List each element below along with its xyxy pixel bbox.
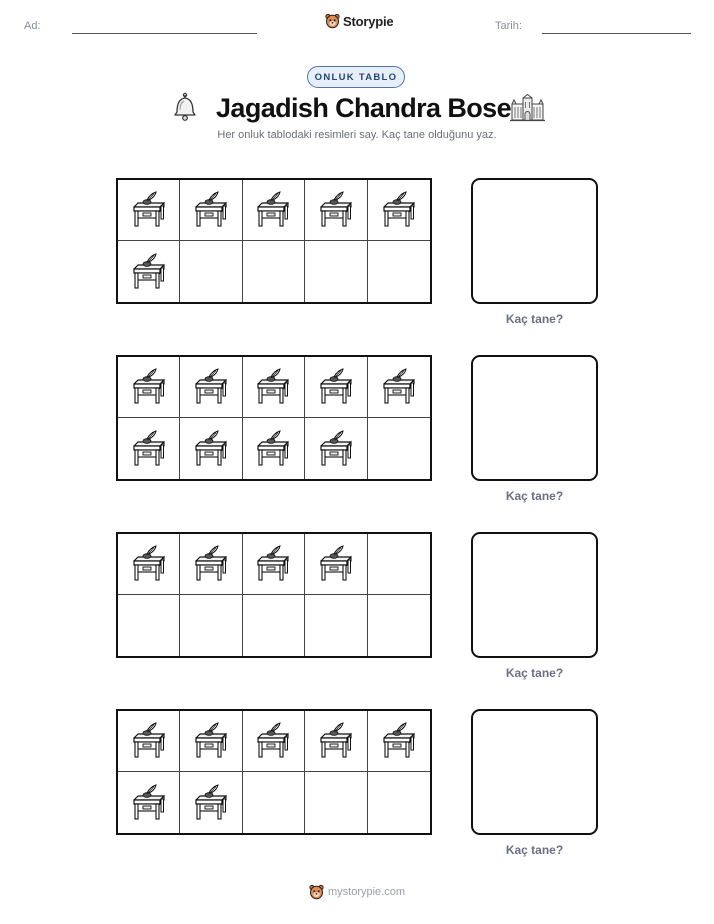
answer-label: Kaç tane? bbox=[505, 489, 564, 503]
answer-box[interactable] bbox=[471, 532, 598, 658]
desk-with-quill-icon bbox=[191, 429, 231, 469]
desk-with-quill-icon bbox=[191, 721, 231, 761]
answer-label: Kaç tane? bbox=[505, 666, 564, 680]
desk-with-quill-icon bbox=[253, 190, 293, 230]
desk-with-quill-icon bbox=[253, 429, 293, 469]
frame-cell-empty bbox=[368, 241, 430, 302]
page-title: Jagadish Chandra Bose bbox=[216, 93, 511, 123]
brand-logo bbox=[325, 13, 393, 29]
answer-box[interactable] bbox=[471, 178, 598, 304]
desk-with-quill-icon bbox=[253, 544, 293, 584]
frame-cell-empty bbox=[368, 772, 430, 833]
footer bbox=[0, 884, 714, 900]
frame-cell-empty bbox=[368, 418, 430, 479]
brand-name: Storypie bbox=[343, 13, 394, 29]
bear-mascot-icon bbox=[325, 13, 340, 29]
date-line[interactable] bbox=[542, 33, 691, 34]
frame-cell-filled bbox=[180, 418, 242, 479]
frame-cell-empty bbox=[305, 772, 367, 833]
answer-box[interactable] bbox=[471, 355, 598, 481]
frame-cell-empty bbox=[305, 595, 367, 656]
frame-cell-filled bbox=[305, 357, 367, 418]
instructions: Her onluk tablodaki resimleri say. Kaç tane olduğunu yaz. bbox=[217, 129, 497, 141]
frame-cell-empty bbox=[180, 595, 242, 656]
frame-cell-filled bbox=[243, 180, 305, 241]
desk-with-quill-icon bbox=[191, 783, 231, 823]
frame-cell-filled bbox=[118, 357, 180, 418]
frame-cell-filled bbox=[243, 534, 305, 595]
frame-cell-filled bbox=[118, 241, 180, 302]
answer-label: Kaç tane? bbox=[505, 843, 564, 857]
desk-with-quill-icon bbox=[253, 721, 293, 761]
desk-with-quill-icon bbox=[379, 190, 419, 230]
desk-with-quill-icon bbox=[253, 367, 293, 407]
frame-cell-empty bbox=[368, 595, 430, 656]
name-label: Ad: bbox=[24, 20, 41, 32]
frame-cell-filled bbox=[305, 534, 367, 595]
desk-with-quill-icon bbox=[129, 367, 169, 407]
frame-cell-empty bbox=[243, 772, 305, 833]
frame-cell-filled bbox=[305, 418, 367, 479]
building-icon bbox=[510, 94, 545, 122]
desk-with-quill-icon bbox=[129, 252, 169, 292]
name-line[interactable] bbox=[72, 33, 257, 34]
frame-cell-empty bbox=[368, 534, 430, 595]
frame-cell-filled bbox=[180, 180, 242, 241]
desk-with-quill-icon bbox=[316, 367, 356, 407]
frame-cell-filled bbox=[243, 418, 305, 479]
desk-with-quill-icon bbox=[379, 721, 419, 761]
frame-cell-filled bbox=[243, 357, 305, 418]
frame-cell-filled bbox=[368, 180, 430, 241]
bear-mascot-icon bbox=[309, 884, 324, 900]
section-badge: ONLUK TABLO bbox=[307, 66, 405, 88]
desk-with-quill-icon bbox=[316, 190, 356, 230]
frame-cell-filled bbox=[118, 180, 180, 241]
bell-icon bbox=[172, 92, 198, 122]
ten-frame bbox=[116, 355, 432, 481]
desk-with-quill-icon bbox=[316, 429, 356, 469]
ten-frame bbox=[116, 709, 432, 835]
frame-cell-empty bbox=[305, 241, 367, 302]
frame-cell-filled bbox=[180, 711, 242, 772]
ten-frame bbox=[116, 178, 432, 304]
frame-cell-filled bbox=[368, 357, 430, 418]
ten-frame bbox=[116, 532, 432, 658]
frame-cell-empty bbox=[243, 595, 305, 656]
desk-with-quill-icon bbox=[379, 367, 419, 407]
footer-url: mystorypie.com bbox=[327, 886, 406, 898]
desk-with-quill-icon bbox=[129, 783, 169, 823]
frame-cell-filled bbox=[118, 418, 180, 479]
desk-with-quill-icon bbox=[129, 721, 169, 761]
desk-with-quill-icon bbox=[129, 544, 169, 584]
title-row bbox=[0, 90, 714, 126]
frame-cell-filled bbox=[243, 711, 305, 772]
frame-cell-filled bbox=[118, 772, 180, 833]
desk-with-quill-icon bbox=[191, 367, 231, 407]
desk-with-quill-icon bbox=[191, 544, 231, 584]
frame-cell-filled bbox=[368, 711, 430, 772]
frame-cell-empty bbox=[118, 595, 180, 656]
frame-cell-filled bbox=[118, 711, 180, 772]
frame-cell-filled bbox=[305, 180, 367, 241]
answer-box[interactable] bbox=[471, 709, 598, 835]
desk-with-quill-icon bbox=[191, 190, 231, 230]
frame-cell-empty bbox=[180, 241, 242, 302]
desk-with-quill-icon bbox=[316, 544, 356, 584]
frame-cell-filled bbox=[180, 772, 242, 833]
desk-with-quill-icon bbox=[129, 190, 169, 230]
frame-cell-filled bbox=[180, 357, 242, 418]
frame-cell-filled bbox=[180, 534, 242, 595]
desk-with-quill-icon bbox=[129, 429, 169, 469]
frame-cell-empty bbox=[243, 241, 305, 302]
frame-cell-filled bbox=[118, 534, 180, 595]
frame-cell-filled bbox=[305, 711, 367, 772]
answer-label: Kaç tane? bbox=[505, 312, 564, 326]
date-label: Tarih: bbox=[495, 20, 522, 32]
desk-with-quill-icon bbox=[316, 721, 356, 761]
